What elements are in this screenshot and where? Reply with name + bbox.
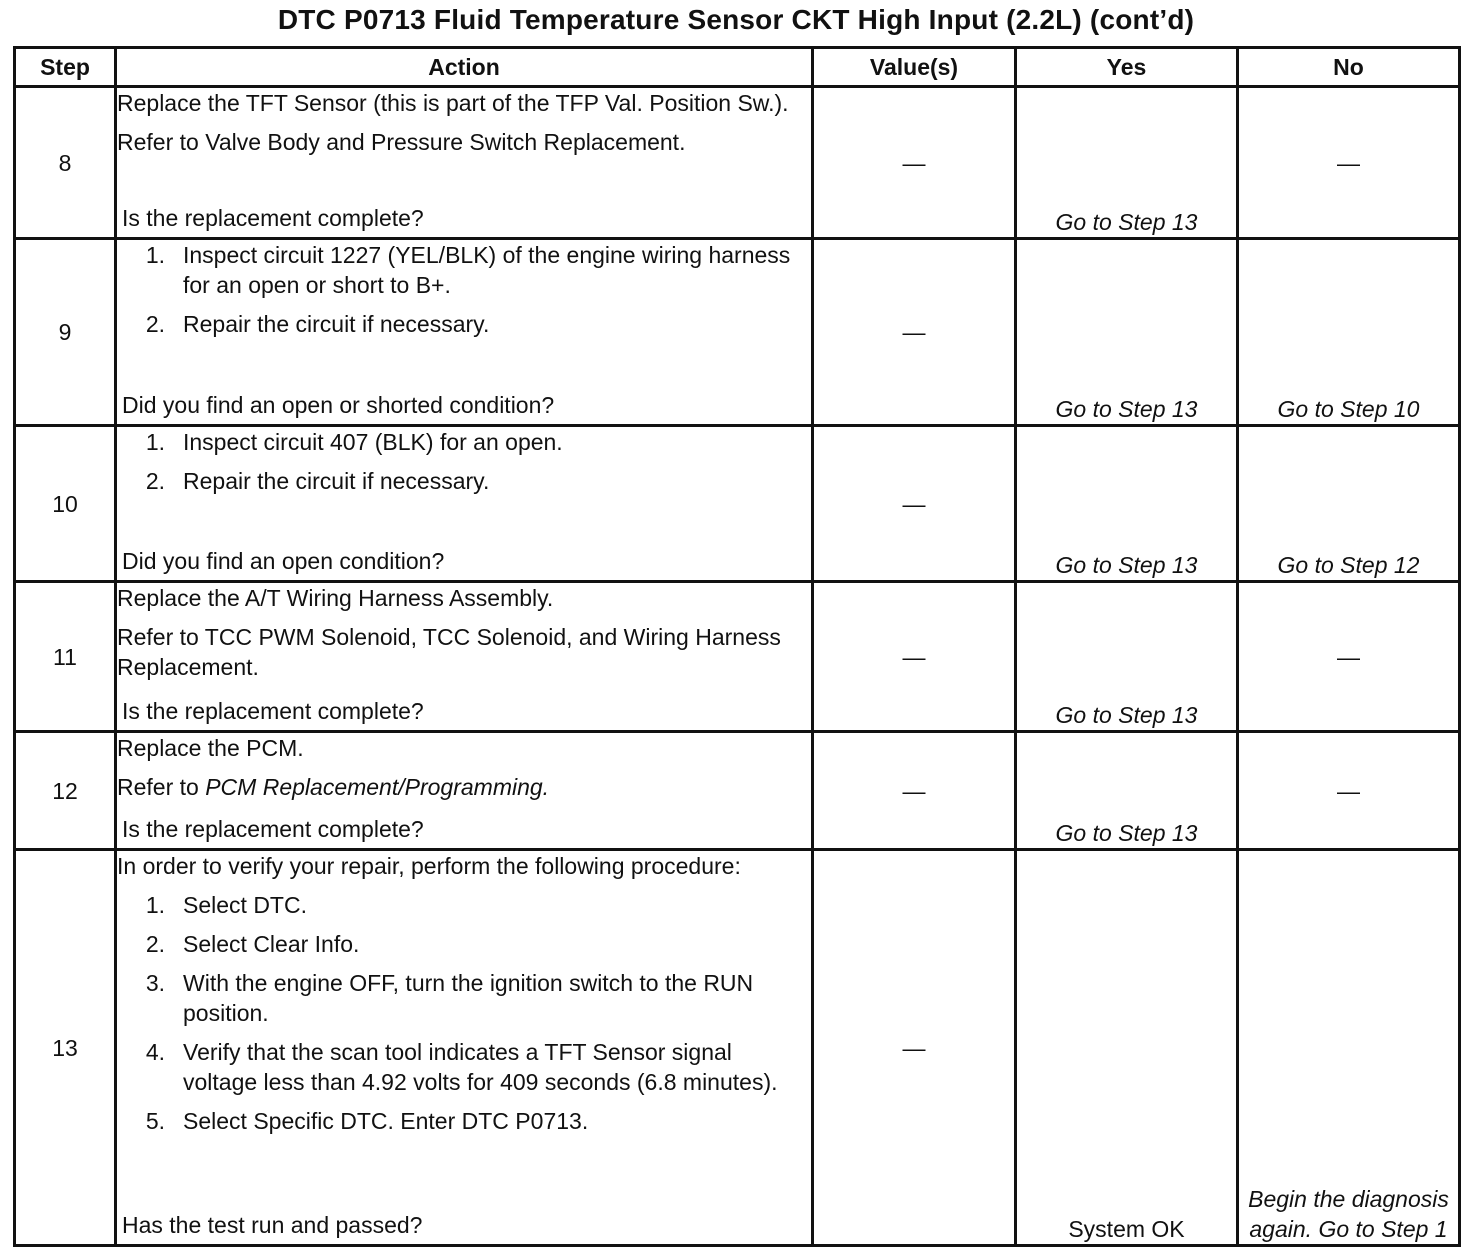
list-text: Select DTC. — [183, 892, 307, 918]
action-question: Is the replacement complete? — [122, 205, 424, 231]
list-number: 4. — [145, 1039, 165, 1065]
action-cell — [116, 87, 813, 239]
refer-prefix: Refer to — [117, 774, 206, 800]
yes-cell: Go to Step 13 — [1016, 87, 1238, 239]
column-header-yes: Yes — [1016, 48, 1238, 87]
list-item — [117, 466, 811, 496]
value-cell: — — [813, 239, 1016, 426]
yes-cell: Go to Step 13 — [1016, 582, 1238, 732]
step-number: 12 — [15, 732, 116, 850]
list-number: 1. — [145, 429, 165, 455]
step-number: 9 — [15, 239, 116, 426]
list-item — [117, 1106, 811, 1136]
no-cell: Begin the diagnosis again. Go to Step 1 — [1238, 850, 1460, 1246]
list-text: Verify that the scan tool indicates a TFT Sensor signal voltage less than 4.92 volts for 409 seconds (6.8 minutes). — [183, 1039, 778, 1095]
action-cell — [116, 239, 813, 426]
list-text: Select Clear Info. — [183, 931, 360, 957]
action-cell — [116, 582, 813, 732]
step-number: 11 — [15, 582, 116, 732]
action-cell — [116, 732, 813, 850]
action-question: Did you find an open or shorted condition? — [122, 392, 555, 418]
list-number: 2. — [145, 931, 165, 957]
value-cell: — — [813, 426, 1016, 582]
list-item — [117, 929, 811, 959]
step-number: 10 — [15, 426, 116, 582]
yes-cell: Go to Step 13 — [1016, 732, 1238, 850]
table-row — [15, 426, 1460, 582]
list-text: Select Specific DTC. Enter DTC P0713. — [183, 1108, 589, 1134]
refer-link[interactable]: PCM Replacement/Programming. — [205, 774, 550, 800]
list-text: Inspect circuit 407 (BLK) for an open. — [183, 429, 563, 455]
action-cell — [116, 850, 813, 1246]
list-text: Repair the circuit if necessary. — [183, 311, 490, 337]
yes-cell: Go to Step 13 — [1016, 426, 1238, 582]
value-cell: — — [813, 582, 1016, 732]
action-text: In order to verify your repair, perform the following procedure: — [117, 853, 741, 879]
column-header-values: Value(s) — [813, 48, 1016, 87]
no-cell: — — [1238, 732, 1460, 850]
no-cell: Go to Step 12 — [1238, 426, 1460, 582]
diagnostic-table — [13, 46, 1461, 1247]
action-text: Replace the A/T Wiring Harness Assembly. — [117, 585, 554, 611]
column-header-step: Step — [15, 48, 116, 87]
action-text: Replace the TFT Sensor (this is part of the TFP Val. Position Sw.). — [117, 90, 789, 116]
list-number: 1. — [145, 242, 165, 268]
action-question: Is the replacement complete? — [122, 698, 424, 724]
list-item — [117, 890, 811, 920]
no-cell: Go to Step 10 — [1238, 239, 1460, 426]
page-title: DTC P0713 Fluid Temperature Sensor CKT High Input (2.2L) (cont’d) — [277, 4, 1195, 35]
action-text: Refer to TCC PWM Solenoid, TCC Solenoid, and Wiring Harness Replacement. — [117, 624, 781, 680]
list-item — [117, 240, 811, 300]
action-text — [117, 772, 811, 802]
table-row — [15, 239, 1460, 426]
yes-cell: System OK — [1016, 850, 1238, 1246]
list-item — [117, 968, 811, 1028]
action-cell — [116, 426, 813, 582]
value-cell: — — [813, 732, 1016, 850]
column-header-no: No — [1238, 48, 1460, 87]
list-number: 2. — [145, 468, 165, 494]
action-question: Is the replacement complete? — [122, 816, 424, 842]
table-row — [15, 732, 1460, 850]
table-header-row — [15, 48, 1460, 87]
yes-cell: Go to Step 13 — [1016, 239, 1238, 426]
list-item — [117, 309, 811, 339]
list-text: With the engine OFF, turn the ignition switch to the RUN position. — [183, 970, 754, 1026]
table-row — [15, 87, 1460, 239]
table-row — [15, 582, 1460, 732]
list-number: 1. — [145, 892, 165, 918]
value-cell: — — [813, 850, 1016, 1246]
list-number: 5. — [145, 1108, 165, 1134]
column-header-action: Action — [116, 48, 813, 87]
table-row — [15, 850, 1460, 1246]
list-text: Repair the circuit if necessary. — [183, 468, 490, 494]
list-number: 3. — [145, 970, 165, 996]
list-item — [117, 427, 811, 457]
no-cell: — — [1238, 87, 1460, 239]
step-number: 13 — [15, 850, 116, 1246]
action-text: Replace the PCM. — [117, 735, 304, 761]
action-question: Did you find an open condition? — [122, 548, 445, 574]
list-item — [117, 1037, 811, 1097]
list-text: Inspect circuit 1227 (YEL/BLK) of the engine wiring harness for an open or short to B+. — [183, 242, 791, 298]
list-number: 2. — [145, 311, 165, 337]
step-number: 8 — [15, 87, 116, 239]
action-text: Refer to Valve Body and Pressure Switch Replacement. — [117, 129, 686, 155]
action-question: Has the test run and passed? — [122, 1212, 423, 1238]
no-cell: — — [1238, 582, 1460, 732]
value-cell: — — [813, 87, 1016, 239]
